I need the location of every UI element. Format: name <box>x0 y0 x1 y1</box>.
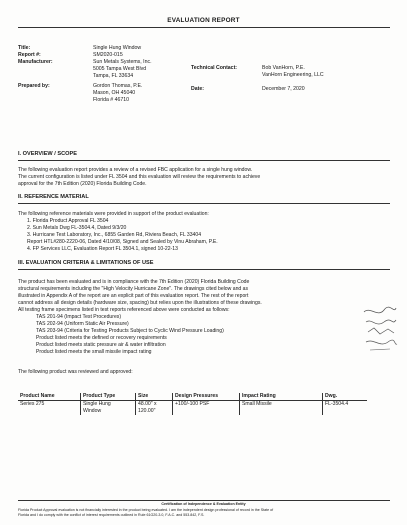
reference-item: 4. FP Services LLC, Evaluation Report FL 3504.1, signed 10-22-13 <box>27 246 178 252</box>
table-cell: Single Hung <box>81 401 136 409</box>
table-header-cell: Design Pressures <box>173 393 240 401</box>
technical-contact-label: Technical Contact: <box>191 65 238 71</box>
table-cell <box>240 408 323 415</box>
title-rule <box>18 27 390 28</box>
prepared-by-label: Prepared by: <box>18 83 50 89</box>
prepared-by-line: Florida # 46710 <box>93 97 130 103</box>
table-header-row <box>18 393 367 401</box>
product-table <box>18 393 367 415</box>
reference-item: 3. Hurricane Test Laboratory, Inc., 6855 Garden Rd, Riviera Beach, FL 33404 <box>27 232 202 238</box>
table-header-cell: Dwg. <box>323 393 368 401</box>
table-cell <box>323 408 368 415</box>
table-header-cell: Size <box>136 393 173 401</box>
title-value: Single Hung Window <box>93 45 142 51</box>
section-rule <box>18 203 390 204</box>
criteria-closing: The following product was reviewed and approved: <box>18 369 133 375</box>
footer-rule <box>18 500 390 501</box>
table-header-cell: Product Name <box>18 393 81 401</box>
report-number-label: Report #: <box>18 52 41 58</box>
table-cell: 48.00" x <box>136 401 173 409</box>
section-rule <box>18 269 390 270</box>
criteria-paragraph-line: The product has been evaluated and is in compliance with the 7th Edition (2020) Florida Building Code <box>18 279 250 285</box>
table-header-cell: Product Type <box>81 393 136 401</box>
criteria-bullet: Product listed meets the small missile impact rating <box>36 349 152 355</box>
criteria-bullet: Product listed meets the defined or recovery requirements <box>36 335 167 341</box>
criteria-bullet: TAS 202-94 (Uniform Static Air Pressure) <box>36 321 129 327</box>
manufacturer-line: Sun Metals Systems, Inc. <box>93 59 152 65</box>
section-heading-reference: II. REFERENCE MATERIAL <box>18 194 89 200</box>
table-cell: Series 275 <box>20 401 45 407</box>
table-cell: +100/-100 PSF <box>173 401 240 409</box>
table-cell <box>173 408 240 415</box>
table-cell: Small Missile <box>240 401 323 409</box>
overview-line: The following evaluation report provides a review of a revised FBC application for a single hung window. <box>18 167 253 173</box>
section-heading-overview: I. OVERVIEW / SCOPE <box>18 151 77 157</box>
table-header-cell: Impact Rating <box>240 393 323 401</box>
date-value: December 7, 2020 <box>262 86 305 92</box>
report-title: EVALUATION REPORT <box>167 17 240 24</box>
date-label: Date: <box>191 86 204 92</box>
overview-line: approval for the 7th Edition (2020) Florida Building Code. <box>18 181 147 187</box>
engineer-signature-stamp <box>360 302 400 356</box>
section-heading-criteria: III. EVALUATION CRITERIA & LIMITATIONS OF USE <box>18 260 154 266</box>
overview-line: The current configuration is listed under FL 3504 and this evaluation will review the requirements to achieve <box>18 174 261 180</box>
criteria-bullet: TAS 203-94 (Criteria for Testing Products Subject to Cyclic Wind Pressure Loading) <box>36 328 224 334</box>
table-cell: FL-3504.4 <box>323 401 368 409</box>
criteria-paragraph-line: structural requirements including the "High Velocity Hurricane Zone". The drawings cited below and as <box>18 286 249 292</box>
criteria-paragraph-line: illustrated in Appendix A of the report are an explicit part of this evaluation report. The rest of the report <box>18 293 249 299</box>
manufacturer-line: 5005 Tampa West Blvd <box>93 66 147 72</box>
table-cell <box>18 408 81 415</box>
reference-item: 2. Sun Metals Dwg FL-3504.4, Dated 9/3/20 <box>27 225 127 231</box>
manufacturer-line: Tampa, FL 33634 <box>93 73 134 79</box>
table-cell: 120.00" <box>136 408 173 415</box>
title-label: Title: <box>18 45 31 51</box>
footer-line: Florida and I do comply with the conflict of interest requirements outlined in Rule 61G20-3.0, F.A.C. and 553.842, F.S. <box>18 513 205 517</box>
reference-item: 1. Florida Product Approval FL 3504 <box>27 218 109 224</box>
criteria-bullet: TAS 201-94 (Impact Test Procedures) <box>36 314 122 320</box>
reference-intro: The following reference materials were provided in support of the product evaluation: <box>18 211 209 217</box>
table-row <box>18 408 367 415</box>
criteria-bullet: Product listed meets static pressure air & water infiltration <box>36 342 166 348</box>
technical-contact-line: Bob VanHorn, P.E. <box>262 65 305 71</box>
criteria-paragraph-line: All testing frame specimens listed in test reports referenced above were conducted as follows: <box>18 307 230 313</box>
footer-heading: Certification of Independence & Evaluation Entity <box>161 502 246 506</box>
table-cell: Window <box>81 408 136 415</box>
prepared-by-line: Gordon Thomas, P.E. <box>93 83 143 89</box>
prepared-by-line: Mason, OH 45040 <box>93 90 136 96</box>
reference-item: Report HTL#280-2220-06, Dated 4/10/08, Signed and Sealed by Vinu Abraham, P.E. <box>27 239 218 245</box>
table-row <box>18 401 367 409</box>
criteria-paragraph-line: cannot address all design details (hardware size, spacing) but relies upon the illustrations of these drawings. <box>18 300 262 306</box>
report-number-value: SM2020-015 <box>93 52 123 58</box>
section-rule <box>18 160 390 161</box>
manufacturer-label: Manufacturer: <box>18 59 53 65</box>
technical-contact-line: VanHorn Engineering, LLC <box>262 72 324 78</box>
footer-line: Florida Product Approval evaluation is not financially interested in the product being evaluated. I am the independent design professional of record in the State of <box>18 508 274 512</box>
